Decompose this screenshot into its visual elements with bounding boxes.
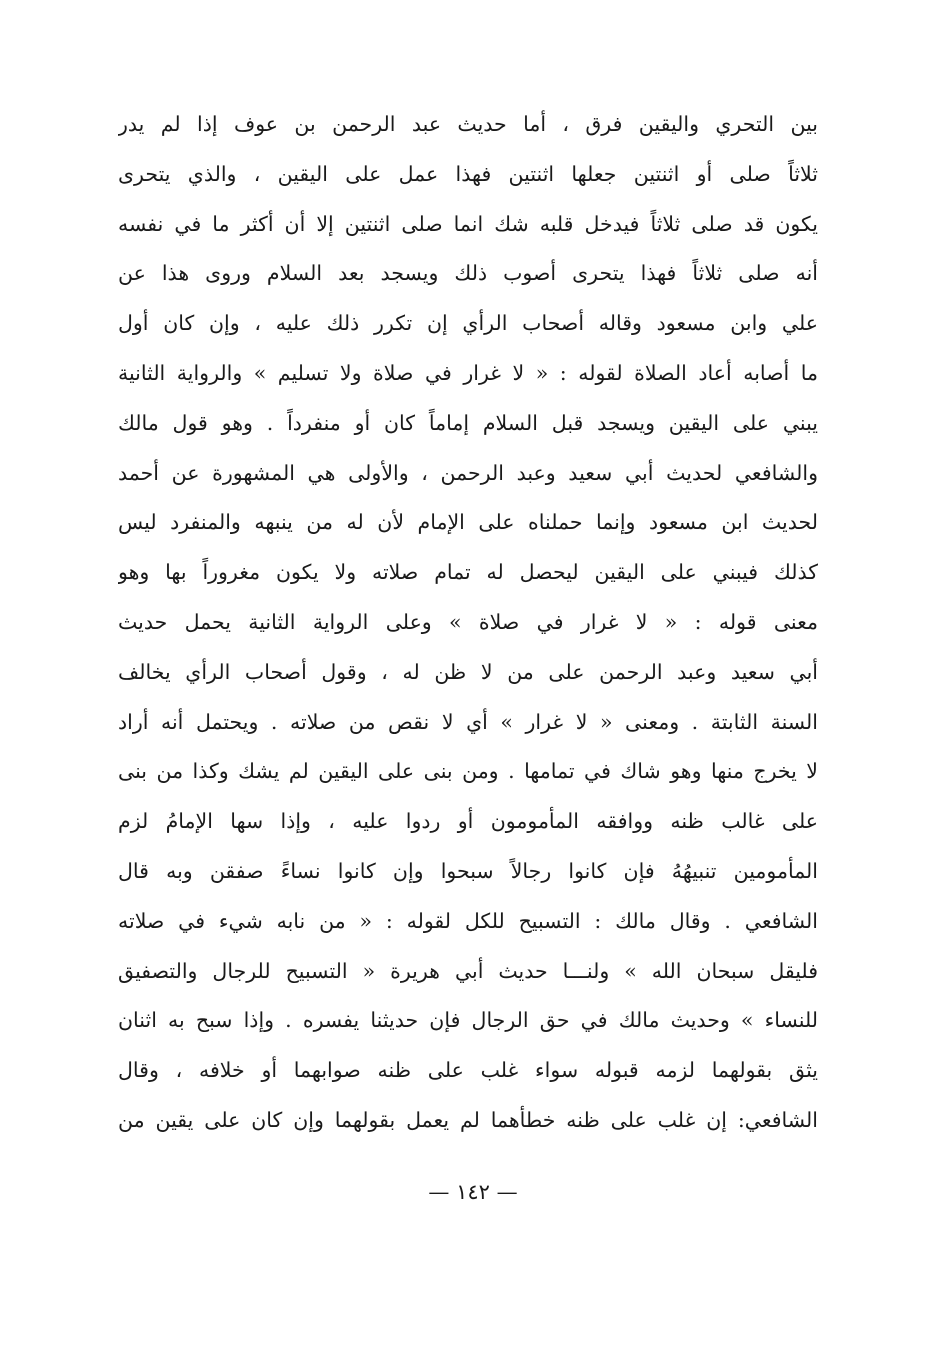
text-line: الشافعي . وقال مالك : التسبيح للكل لقوله : « من نابه شيء في صلاته <box>118 908 818 933</box>
text-line: علي وابن مسعود وقاله أصحاب الرأي إن تكرر ذلك عليه ، وإن كان أول <box>118 311 818 336</box>
text-line: لحديث ابن مسعود وإنما حملناه على الإمام لأن له من ينبهه والمنفرد ليس <box>118 510 818 535</box>
text-line: يثق بقولهما لزمه قبوله سواء غلب على ظنه صوابهما أو خلافه ، وقال <box>118 1058 818 1083</box>
text-line: أنه صلى ثلاثاً فهذا يتحرى أصوب ذلك ويسجد بعد السلام وروى هذا عن <box>118 261 818 286</box>
body-text <box>118 100 818 1146</box>
text-line: ثلاثاً صلى أو اثنتين جعلها اثنتين فهذا عمل على اليقين ، والذي يتحرى <box>118 161 818 186</box>
text-line: السنة الثابتة . ومعنى « لا غرار » أي لا نقص من صلاته . ويحتمل أنه أراد <box>118 709 818 734</box>
text-line: على غالب ظنه ووافقه المأمومون أو ردوا عليه ، وإذا سها الإمامُ لزم <box>118 809 818 834</box>
text-line: ما أصابه أعاد الصلاة لقوله : « لا غرار في صلاة ولا تسليم » والرواية الثانية <box>118 360 818 385</box>
text-line: أبي سعيد وعبد الرحمن على من لا ظن له ، وقول أصحاب الرأي يخالف <box>118 659 818 684</box>
text-line: معنى قوله : « لا غرار في صلاة » وعلى الرواية الثانية يحمل حديث <box>118 609 818 634</box>
text-line: يبني على اليقين ويسجد قبل السلام إماماً كان أو منفرداً . وهو قول مالك <box>118 410 818 435</box>
text-line: فليقل سبحان الله » ولنـــا حديث أبي هريرة « التسبيح للرجال والتصفيق <box>118 958 818 983</box>
page-number: — ١٤٢ — <box>428 1180 518 1204</box>
text-line: بين التحري واليقين فرق ، أما حديث عبد الرحمن بن عوف إذا لم يدر <box>118 112 818 136</box>
text-line: كذلك فيبني على اليقين ليحصل له تمام صلاته ولا يكون مغروراً بها وهو <box>118 560 818 585</box>
text-line: الشافعي: إن غلب على ظنه خطأهما لم يعمل بقولهما وإن كان على يقين من <box>118 1107 818 1132</box>
text-line: لا يخرج منها وهو شاك في تمامها . ومن بنى على اليقين لم يشك وكذا من بنى <box>118 759 818 784</box>
text-line: والشافعي لحديث أبي سعيد وعبد الرحمن ، والأولى هي المشهورة عن أحمد <box>118 460 818 485</box>
text-line: المأمومين تنبيهُهُ فإن كانوا رجالاً سبحوا وإن كانوا نساءً صفقن وبه قال <box>118 858 818 883</box>
text-line: يكون قد صلى ثلاثاً فيدخل قلبه شك انما صلى اثنتين إلا أن أكثر ما في نفسه <box>118 211 818 236</box>
text-line: للنساء » وحديث مالك في حق الرجال فإن حديثنا يفسره . وإذا سبح به اثنان <box>118 1008 818 1033</box>
